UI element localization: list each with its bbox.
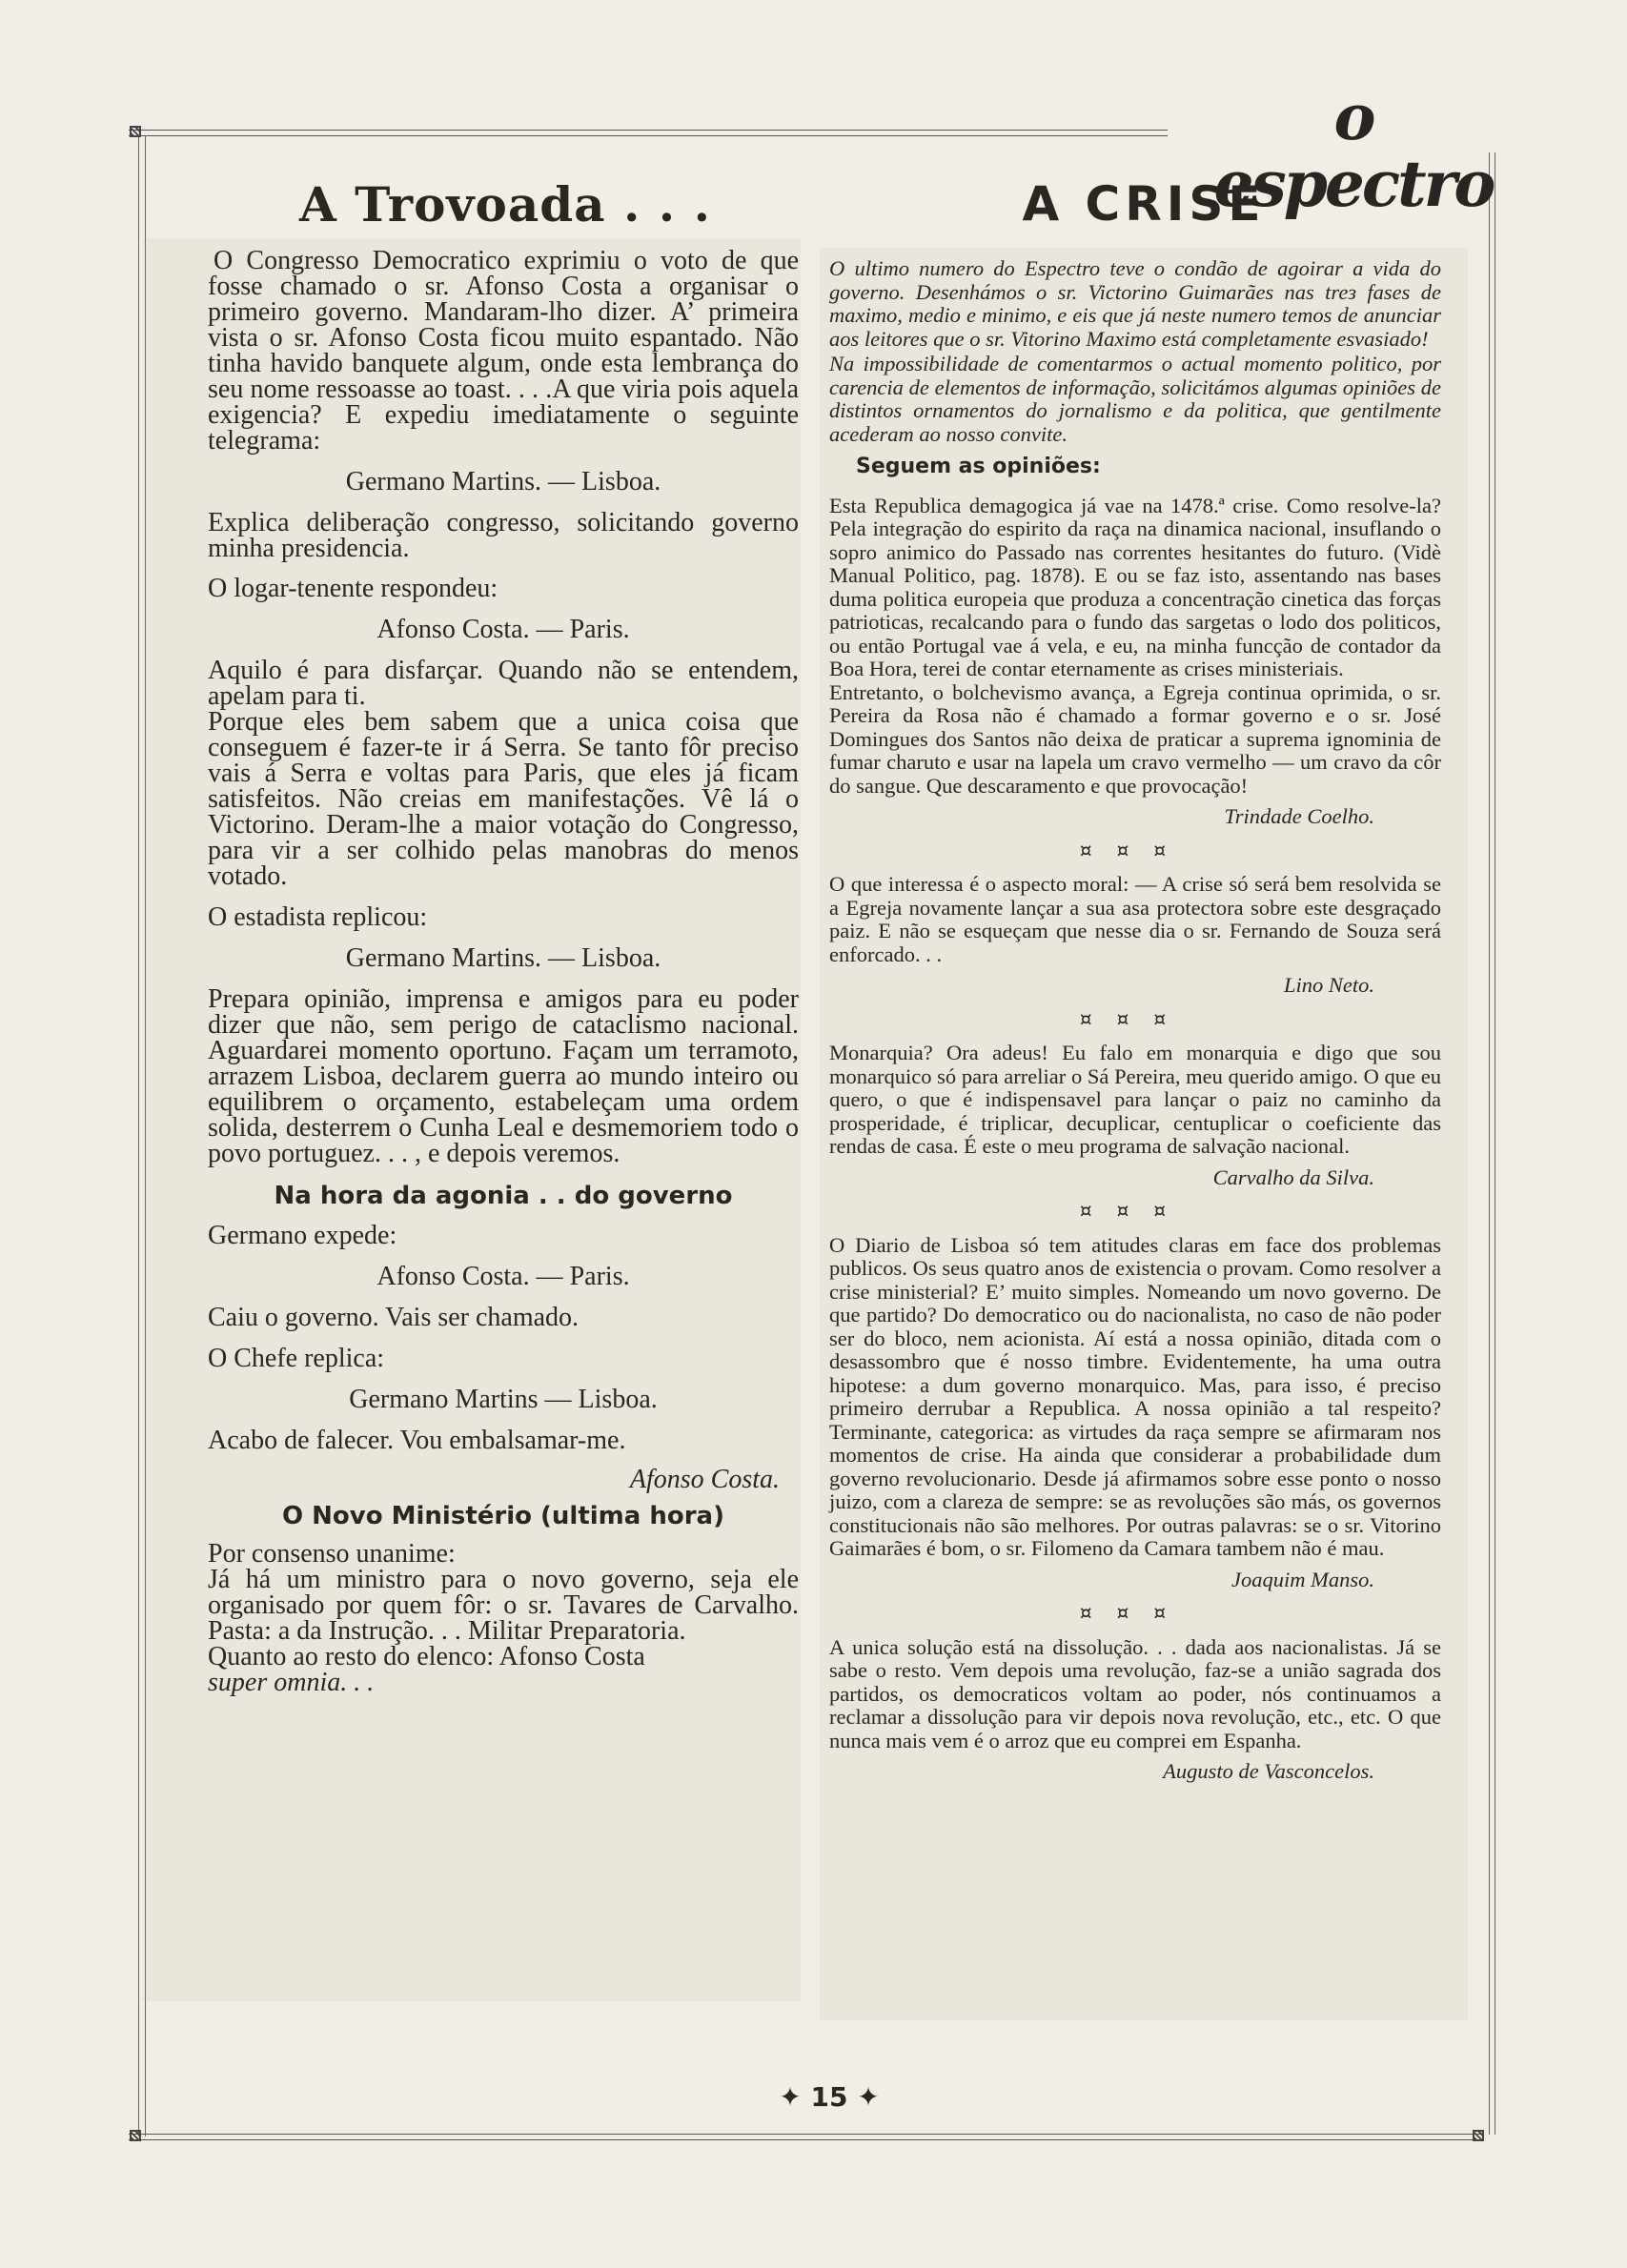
subheading-agonia: Na hora da agonia . . do governo: [274, 1182, 733, 1210]
paragraph: O Congresso Democratico exprimiu o voto de que fosse chamado o sr. Afonso Costa a organisar o primeiro governo. Mandaram-lho dizer. A’ primeira vista o sr. Afonso Costa ficou muito espantado. Não tinha havido banquete algum, onde esta lembrança do seu nome ressoasse ao toast. . . .A que viria pois aquela exigencia? E expediu imediatamente o seguinte telegrama:: [208, 246, 799, 456]
subheading-opinioes: Seguem as opiniões:: [856, 455, 1101, 478]
paragraph: Caiu o governo. Vais ser chamado.: [208, 1303, 580, 1332]
signature: Afonso Costa.: [629, 1465, 780, 1494]
paragraph-end: super omnia. . .: [208, 1668, 375, 1697]
signature: Augusto de Vasconcelos.: [1163, 1759, 1374, 1783]
article-title-crise: A CRISE: [1022, 176, 1266, 232]
opinion-paragraph: A unica solução está na dissolução. . . dada aos nacionalistas. Já se sabe o resto. Vem depois uma revolução, faz-se a união sagrada dos partidos, os democraticos voltam ao poder, nós continuamos a reclamar a dissolução para vir depois nova revolução, etc., etc. O que nunca mais vem é o arroz que eu comprei em Espanha.: [829, 1634, 1441, 1752]
opinion-paragraph: Monarquia? Ora adeus! Eu falo em monarquia e digo que sou monarquico só para arreliar o Sá Pereira, meu querido amigo. O que eu quero, o que é indispensavel para lançar o paiz no caminho da prosperidade, é triplicar, decuplicar, centuplicar o coeficiente das rendas de casa. É este o meu programa de salvação nacional.: [829, 1041, 1441, 1158]
paragraph: O Chefe replica:: [208, 1344, 385, 1373]
signature: Joaquim Manso.: [1231, 1567, 1374, 1591]
paragraph: Germano expede:: [208, 1221, 397, 1250]
left-column: [208, 248, 799, 1695]
telegram-address: Germano Martins. — Lisboa.: [345, 467, 661, 496]
telegram-address: Afonso Costa. — Paris.: [376, 615, 630, 644]
paragraph: Já há um ministro para o novo governo, seja ele organisado por quem fôr: o sr. Tavares de Carvalho. Pasta: a da Instrução. . . Militar Preparatoria.: [208, 1565, 799, 1646]
bottom-rule-inner: [129, 2139, 1482, 2140]
subheading-novo-ministerio: O Novo Ministério (ultima hora): [282, 1502, 724, 1530]
right-column: [829, 257, 1441, 1784]
paragraph: Acabo de falecer. Vou embalsamar-me.: [208, 1426, 626, 1455]
separator-ornament: ¤¤¤: [1079, 838, 1191, 861]
separator-ornament: ¤¤¤: [1079, 1199, 1191, 1222]
corner-ornament-icon: [130, 126, 141, 137]
opinion-paragraph: O que interessa é o aspecto moral: — A crise só será bem resolvida se a Egreja novamente lançar a sua asa protectora sobre este desgraçado paiz. E não se esqueçam que nesse dia o sr. Fernando de Souza será enforcado. . .: [829, 872, 1441, 966]
paragraph: Por consenso unanime:: [208, 1539, 456, 1569]
telegram-address: Germano Martins. — Lisboa.: [345, 943, 661, 973]
paragraph: O logar-tenente respondeu:: [208, 574, 498, 603]
intro-paragraph: Na impossibilidade de comentarmos o actual momento politico, por carencia de elementos de informação, solicitámos algumas opiniões de distintos ornamentos do jornalismo e da politica, que gentilmente acederam ao nosso convite.: [829, 352, 1441, 446]
separator-ornament: ¤¤¤: [1079, 1601, 1191, 1624]
page-number: ✦ 15 ✦: [779, 2081, 880, 2113]
telegram-address: Afonso Costa. — Paris.: [376, 1262, 630, 1291]
signature: Trindade Coelho.: [1224, 804, 1374, 828]
article-title-trovoada: A Trovoada . . .: [298, 176, 712, 233]
paragraph: Quanto ao resto do elenco: Afonso Costa: [208, 1642, 645, 1671]
top-rule: [129, 130, 1168, 131]
paragraph: O estadista replicou:: [208, 902, 428, 932]
opinion-paragraph: O Diario de Lisboa só tem atitudes claras em face dos problemas publicos. Os seus quatro anos de existencia o provam. Como resolver a crise ministerial? E’ muito simples. Nomeando um novo governo. De que partido? Do democratico ou do nacionalista, no caso de não poder ser do bloco, nem acionista. Aí está a nossa opinião, ditada com o desassombro que é nosso timbre. Evidentemente, ha uma outra hipotese: a dum governo monarquico. Mas, para isso, é preciso primeiro derrubar a Republica. A nossa opinião a tal respeito? Terminante, categorica: as virtudes da raça sempre se afirmaram nos momentos de crise. Ha ainda que considerar a probabilidade dum governo revolucionario. Desde já afirmamos sobre esse ponto o nosso juizo, com a clareza de sempre: se as revoluções são más, os governos constitucionais não são melhores. Por outras palavras: se o sr. Vitorino Gaimarães é bom, o sr. Filomeno da Camara tambem não é mau.: [829, 1232, 1441, 1560]
paragraph: Explica deliberação congresso, solicitando governo minha presidencia.: [208, 508, 799, 563]
separator-ornament: ¤¤¤: [1079, 1006, 1191, 1030]
signature: Carvalho da Silva.: [1212, 1164, 1374, 1189]
masthead-logo: o espectro: [1213, 80, 1494, 221]
paragraph: Porque eles bem sabem que a unica coisa que conseguem é fazer-te ir á Serra. Se tanto fôr preciso vais á Serra e voltas para Paris, que eles já ficam satisfeitos. Não creias em manifestações. Vê lá o Victorino. Deram-lhe a maior votação do Congresso, para vir a ser colhido pelas manobras do menos votado.: [208, 707, 799, 891]
right-border: [1489, 152, 1490, 2135]
paragraph: Aquilo é para disfarçar. Quando não se entendem, apelam para ti.: [208, 656, 799, 711]
corner-ornament-icon: [130, 2130, 141, 2141]
telegram-address: Germano Martins — Lisboa.: [349, 1385, 658, 1414]
paragraph: Prepara opinião, imprensa e amigos para eu poder dizer que não, sem perigo de cataclismo nacional. Aguardarei momento oportuno. Façam um terramoto, arrazem Lisboa, declarem guerra ao mundo inteiro ou equilibrem o orçamento, estabeleçam uma ordem solida, desterrem o Cunha Leal e desmemoriem todo o povo portuguez. . . , e depois veremos.: [208, 984, 799, 1168]
left-border: [138, 135, 139, 2136]
signature: Lino Neto.: [1283, 973, 1374, 997]
opinion-paragraph: Esta Republica demagogica já vae na 1478.ª crise. Como resolve-la? Pela integração do espirito da raça na dinamica nacional, insuflando o sopro animico do Passado nas correntes hesitantes do futuro. (Vidè Manual Politico, pag. 1878). E ou se faz isto, assentando nas bases duma politica europeia que produza a concentração cinetica das forças patrioticas, recalcando para o fundo das sargetas o lodo dos politicos, ou então Portugal vae á vela, e eu, na minha funcção de contador da Boa Hora, terei de contar eternamente as crises ministeriais.: [829, 493, 1441, 680]
top-rule-inner: [129, 135, 1168, 136]
corner-ornament-icon: [1473, 2130, 1484, 2141]
intro-paragraph: O ultimo numero do Espectro teve o condão de agoirar a vida do governo. Desenhámos o sr. Victorino Guimarães nas treз fases de maximo, medio e minimo, e eis que já neste numero temos de anunciar aos leitores que o sr. Vitorino Maximo está completamente esvasiado!: [829, 256, 1441, 351]
opinion-paragraph: Entretanto, o bolchevismo avança, a Egreja continua oprimida, o sr. Pereira da Rosa não é chamado a formar governo e o sr. José Domingues dos Santos não deixa de praticar a suprema ignominia de fumar charuto e usar na lapela um cravo vermelho — um cravo da côr do sangue. Que descaramento e que provocação!: [829, 679, 1441, 798]
bottom-rule: [129, 2134, 1482, 2135]
